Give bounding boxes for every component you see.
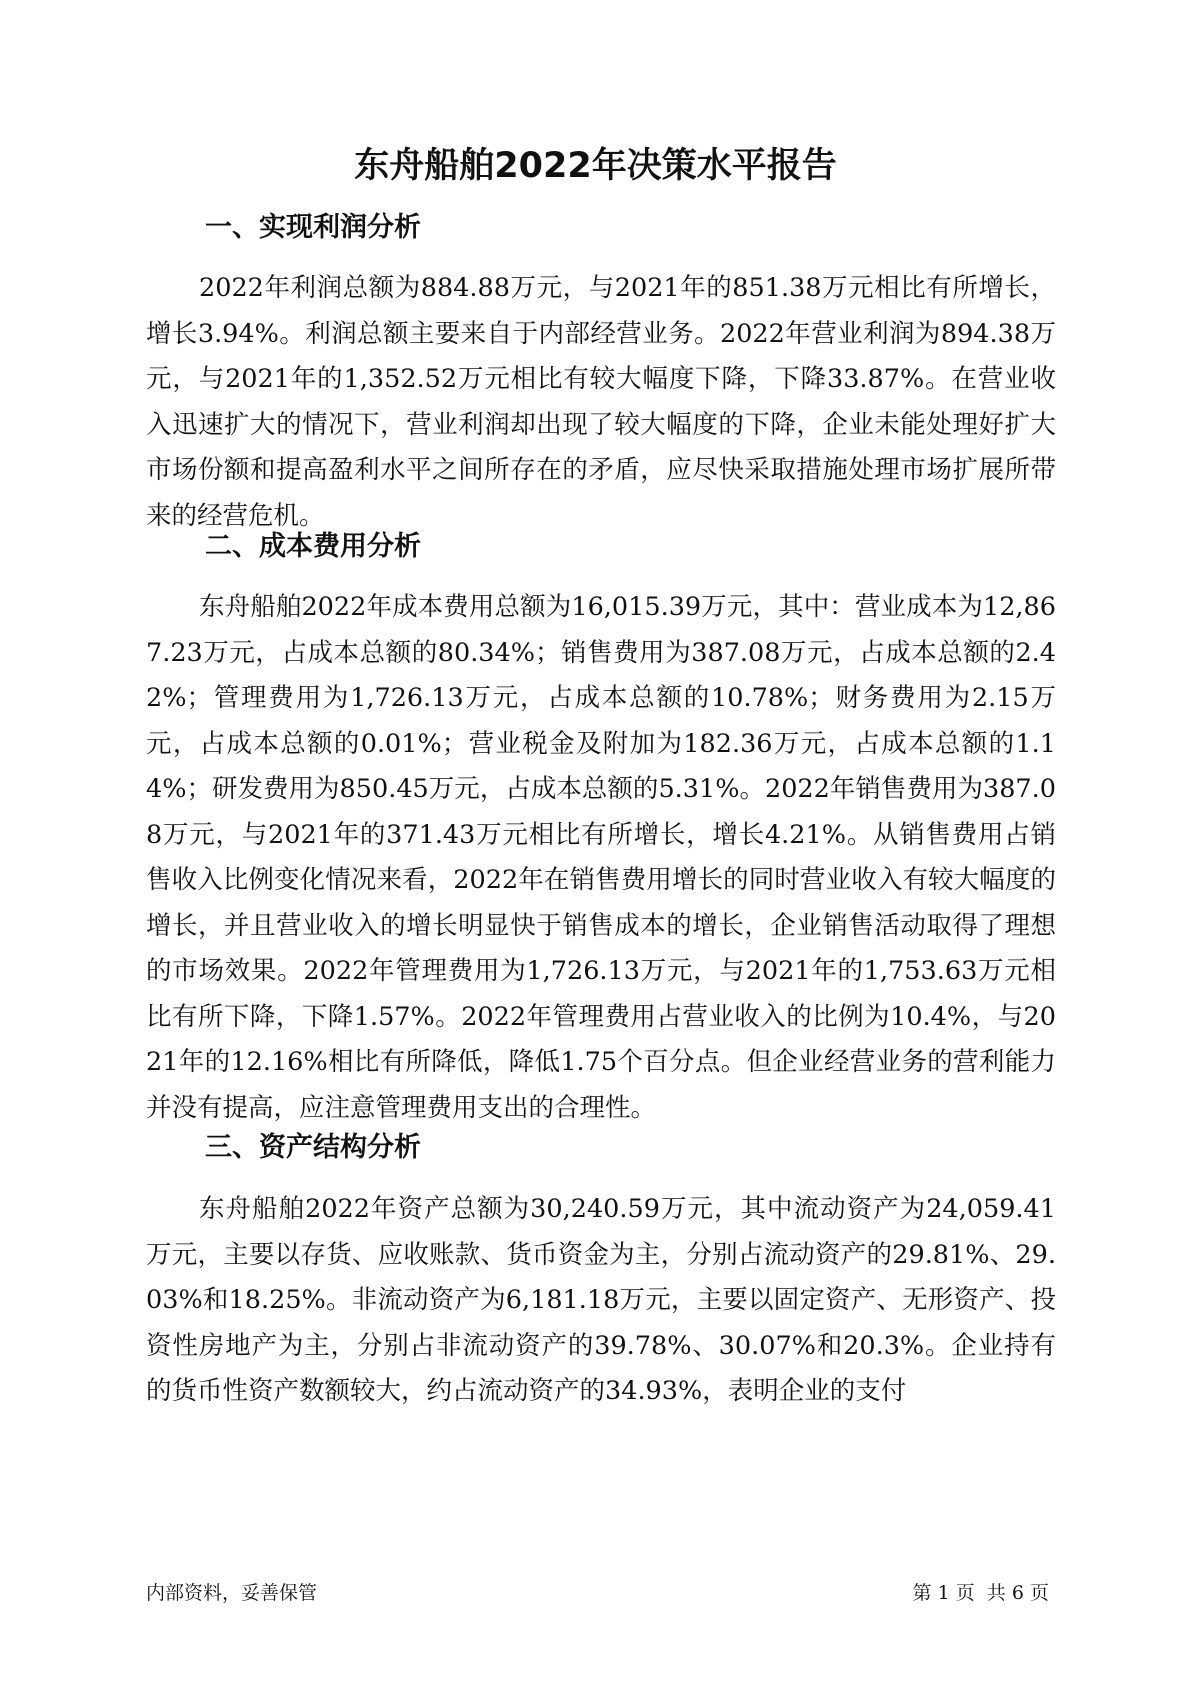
page-suffix: 页 xyxy=(1029,1582,1049,1604)
section-heading-profit: 一、实现利润分析 xyxy=(205,212,421,243)
document-title: 东舟船舶2022年决策水平报告 xyxy=(354,146,837,186)
footer-page-number xyxy=(913,1580,1050,1606)
paragraph-profit: 2022年利润总额为884.88万元，与2021年的851.38万元相比有所增长，增长3.94%。利润总额主要来自于内部经营业务。2022年营业利润为894.38万元，与2021年的1,352.52万元相比有较大幅度下降，下降33.87%。在营业收入迅速扩大的情况下，营业利润却出现了较大幅度的下降，企业未能处理好扩大市场份额和提高盈利水平之间所存在的矛盾，应尽快采取措施处理市场扩展所带来的经营危机。 xyxy=(146,273,1056,531)
footer-confidential-note: 内部资料，妥善保管 xyxy=(146,1582,318,1604)
page-current: 1 xyxy=(937,1582,950,1604)
section-heading-assets: 三、资产结构分析 xyxy=(205,1132,421,1163)
section-heading-cost: 二、成本费用分析 xyxy=(205,531,421,562)
page-mid: 页 共 xyxy=(955,1582,1006,1604)
page-prefix: 第 xyxy=(912,1582,932,1604)
paragraph-assets: 东舟船舶2022年资产总额为30,240.59万元，其中流动资产为24,059.41万元，主要以存货、应收账款、货币资金为主，分别占流动资产的29.81%、29.03%和18.25%。非流动资产为6,181.18万元，主要以固定资产、无形资产、投资性房地产为主，分别占非流动资产的39.78%、30.07%和20.3%。企业持有的货币性资产数额较大，约占流动资产的34.93%，表明企业的支付 xyxy=(146,1194,1056,1406)
page-total: 6 xyxy=(1011,1582,1024,1604)
paragraph-cost: 东舟船舶2022年成本费用总额为16,015.39万元，其中：营业成本为12,867.23万元，占成本总额的80.34%；销售费用为387.08万元，占成本总额的2.42%；管理费用为1,726.13万元，占成本总额的10.78%；财务费用为2.15万元，占成本总额的0.01%；营业税金及附加为182.36万元，占成本总额的1.14%；研发费用为850.45万元，占成本总额的5.31%。2022年销售费用为387.08万元，与2021年的371.43万元相比有所增长，增长4.21%。从销售费用占销售收入比例变化情况来看，2022年在销售费用增长的同时营业收入有较大幅度的增长，并且营业收入的增长明显快于销售成本的增长，企业销售活动取得了理想的市场效果。2022年管理费用为1,726.13万元，与2021年的1,753.63万元相比有所下降，下降1.57%。2022年管理费用占营业收入的比例为10.4%，与2021年的12.16%相比有所降低，降低1.75个百分点。但企业经营业务的营利能力并没有提高，应注意管理费用支出的合理性。 xyxy=(146,592,1056,1123)
